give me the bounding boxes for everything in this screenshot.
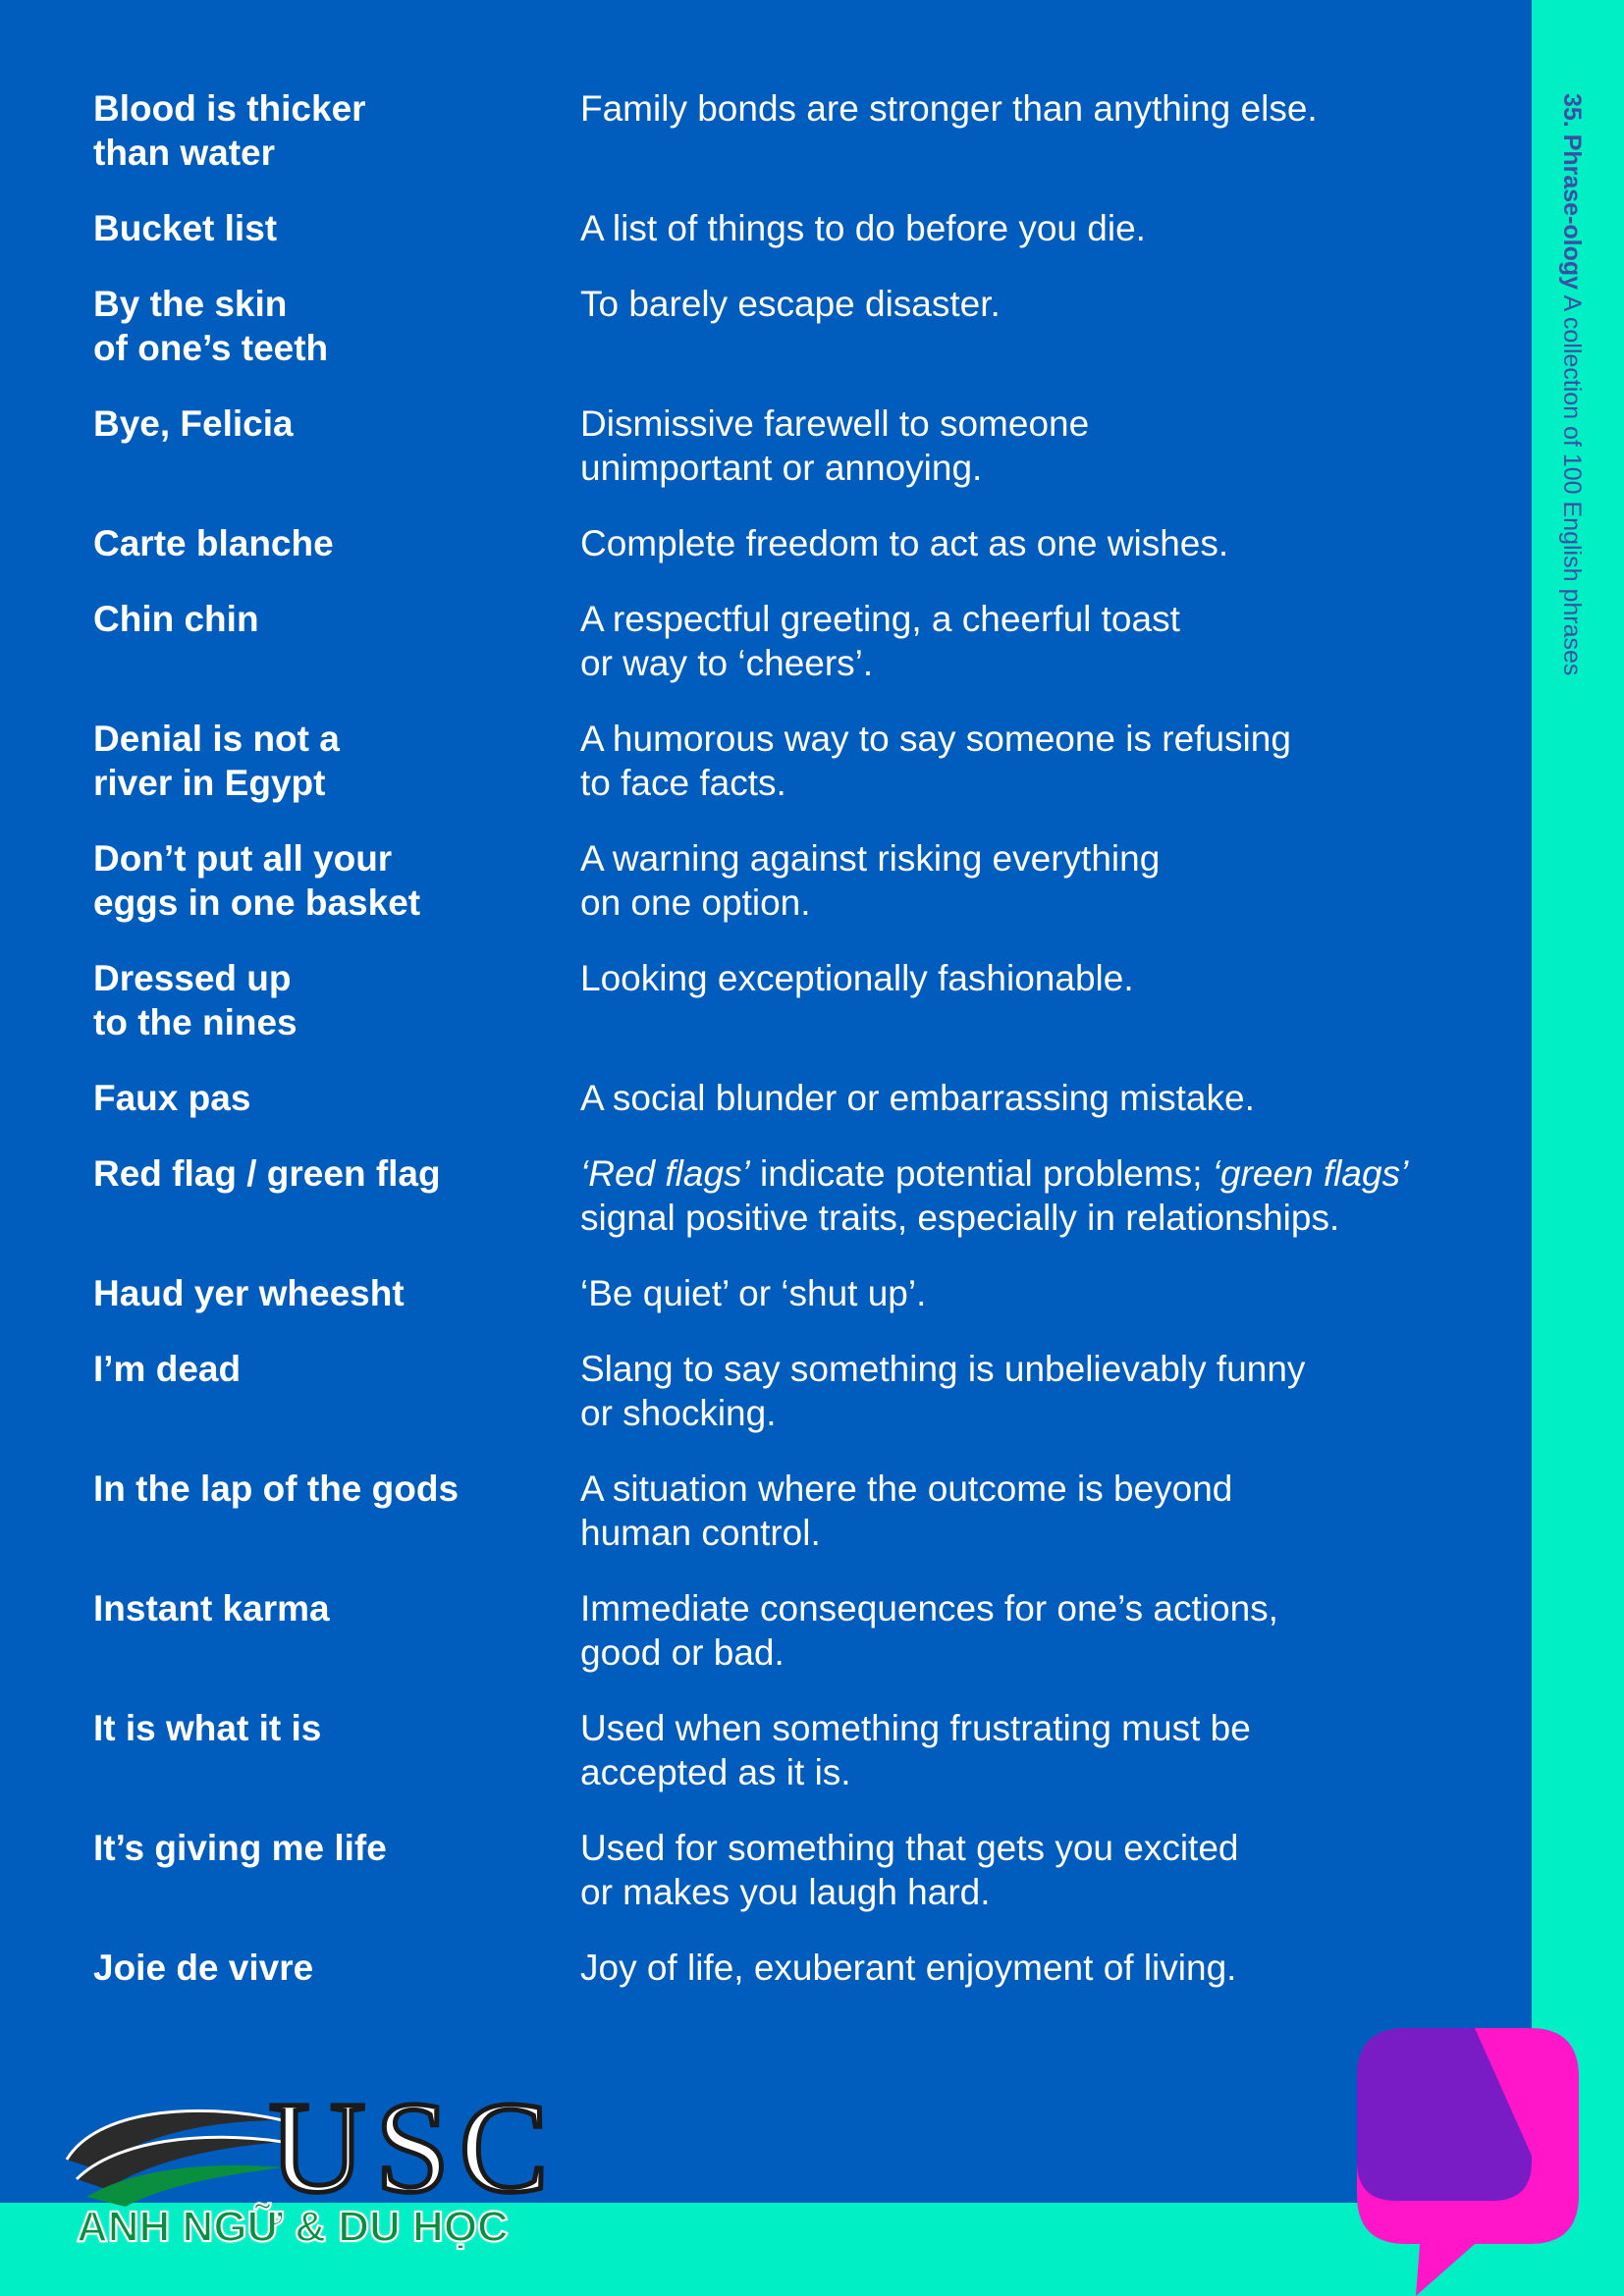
phrase-definition: A respectful greeting, a cheerful toast or way to ‘cheers’. <box>580 599 1180 683</box>
phrase-term: Faux pas <box>93 1078 251 1118</box>
phrase-definition: Slang to say something is unbelievably funny or shocking. <box>580 1349 1306 1433</box>
phrase-entry <box>93 1826 1448 1914</box>
phrase-definition: A list of things to do before you die. <box>580 208 1146 248</box>
phrase-term: Chin chin <box>93 599 259 639</box>
definition-text: signal positive traits, especially in relationships. <box>580 1198 1340 1238</box>
phrase-definition: Joy of life, exuberant enjoyment of living. <box>580 1948 1237 1988</box>
phrase-definition: To barely escape disaster. <box>580 284 1001 324</box>
phrase-entry <box>93 956 1448 1044</box>
definition-italic: ‘Red flags’ <box>580 1153 750 1194</box>
phrase-definition: A warning against risking everything on one option. <box>580 838 1161 923</box>
phrase-definition: Family bonds are stronger than anything else. <box>580 88 1318 129</box>
phrase-definition: Immediate consequences for one’s actions, good or bad. <box>580 1588 1278 1673</box>
phrase-definition: Complete freedom to act as one wishes. <box>580 523 1229 563</box>
phrase-entry <box>93 1347 1448 1435</box>
phrase-definition: Used for something that gets you excited or makes you laugh hard. <box>580 1828 1239 1912</box>
phrase-entry <box>93 206 1448 250</box>
phrase-entry <box>93 717 1448 805</box>
phrase-entry <box>93 1076 1448 1120</box>
phrase-term: Don’t put all your eggs in one basket <box>93 838 421 923</box>
phrase-term: Bye, Felicia <box>93 403 294 444</box>
logo-subtitle: ANH NGỮ & DU HỌC <box>77 2203 509 2251</box>
sidebar-title-rest: A collection of 100 English phrases <box>1558 290 1586 676</box>
phrase-list <box>93 86 1448 2021</box>
phrase-term: Dressed up to the nines <box>93 958 298 1042</box>
phrase-entry <box>93 86 1448 175</box>
phrase-term: Joie de vivre <box>93 1948 314 1988</box>
phrase-entry <box>93 1946 1448 1990</box>
phrase-entry <box>93 597 1448 685</box>
speech-bubble-icon <box>1357 2028 1579 2296</box>
phrase-term: Denial is not a river in Egypt <box>93 719 340 803</box>
phrase-definition: Used when something frustrating must be accepted as it is. <box>580 1708 1251 1792</box>
phrase-definition <box>580 1151 1448 1240</box>
phrase-term: By the skin of one’s teeth <box>93 284 329 368</box>
phrase-entry <box>93 1467 1448 1555</box>
phrase-entry <box>93 401 1448 490</box>
phrase-term: I’m dead <box>93 1349 242 1389</box>
phrase-term: In the lap of the gods <box>93 1468 460 1509</box>
sidebar-title <box>1557 93 1586 675</box>
phrase-entry <box>93 1586 1448 1675</box>
phrase-definition: Looking exceptionally fashionable. <box>580 958 1134 998</box>
definition-text: indicate potential problems; <box>749 1153 1213 1194</box>
phrase-term: Carte blanche <box>93 523 334 563</box>
phrase-definition: Dismissive farewell to someone unimportant or annoying. <box>580 403 1090 488</box>
phrase-term: Red flag / green flag <box>93 1153 441 1194</box>
usc-logo <box>57 2075 559 2258</box>
phrase-definition: A humorous way to say someone is refusing to face facts. <box>580 719 1291 803</box>
logo-letters: USC <box>269 2075 559 2220</box>
phrase-entry <box>93 521 1448 565</box>
definition-italic: ‘green flags’ <box>1212 1153 1409 1194</box>
phrase-term: Haud yer wheesht <box>93 1273 405 1313</box>
phrase-definition: A situation where the outcome is beyond human control. <box>580 1468 1233 1553</box>
phrase-term: Bucket list <box>93 208 278 248</box>
phrase-entry <box>93 282 1448 370</box>
phrase-term: Blood is thicker than water <box>93 88 366 173</box>
phrase-entry <box>93 836 1448 925</box>
phrase-entry <box>93 1706 1448 1794</box>
phrase-definition: A social blunder or embarrassing mistake. <box>580 1078 1255 1118</box>
phrase-term: It’s giving me life <box>93 1828 387 1868</box>
phrase-entry <box>93 1271 1448 1315</box>
sidebar-title-bold: 35. Phrase-ology <box>1558 93 1586 291</box>
phrase-entry <box>93 1151 1448 1240</box>
wings-icon <box>57 2091 293 2209</box>
phrase-term: Instant karma <box>93 1588 330 1629</box>
phrase-term: It is what it is <box>93 1708 322 1748</box>
phrase-definition: ‘Be quiet’ or ‘shut up’. <box>580 1273 927 1313</box>
